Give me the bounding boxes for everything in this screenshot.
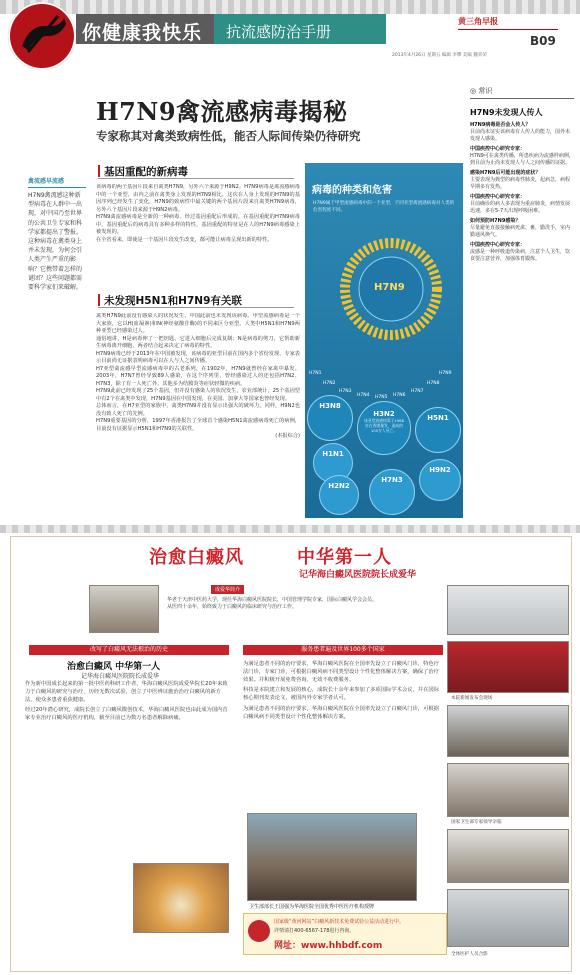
ad-left-sub: 记华海白癜风医院院长成爱华 (81, 673, 160, 680)
ad-right-caption-3: 全体医护人员合影 (451, 952, 488, 957)
infographic-ring-svg (305, 227, 463, 367)
subtype-h3n2-name: H3N2 (373, 410, 395, 418)
subtype-h1n1-name: H1N1 (322, 450, 344, 458)
qa-6-a: 流感是一种呼吸道传染病，注意个人卫生，饮食要注意营养，加强体育锻炼。 (470, 249, 571, 262)
ring-label-3: H7N3 (339, 389, 352, 394)
ad-photo-4 (447, 763, 569, 817)
qa-2 (470, 146, 574, 167)
article-subtitle: 专家称其对禽类致病性低，能否人际间传染仍待研究 (96, 129, 361, 143)
subtype-h7n3-name: H7N3 (381, 476, 403, 484)
top-texture-strip (0, 0, 580, 14)
subtype-h3n8 (307, 395, 353, 441)
qa-2-q: 中国疾控中心研究专家： (470, 146, 526, 152)
ring-label-7: H7N7 (411, 389, 424, 394)
sidebar-column (28, 176, 86, 386)
ad-title-b: 中华第一人 (297, 547, 392, 568)
qa-5-a: 尽量避免直接接触病死禽、畜，勤洗手，室内勤通风换气。 (470, 225, 571, 238)
subtype-h9n2 (419, 459, 461, 501)
paragraph-2: H7N9禽流感病毒是全新的一种病毒，经过基因重配后形成的。在基因重配的H7N9病毒中，基因重配后的病毒具有多种多样的特性，基因重配的特征是在人的H7N9病毒感染上被发现的。 (96, 214, 300, 235)
ad-title-a: 治愈白癜风 (149, 547, 244, 568)
qa-5-q: 如何预防H7N9感染？ (470, 218, 521, 224)
paragraph-7: H7亚型禽流感早型流感病毒中的古老系列，在1902年，H7N9就曾经在家禽中暴发。2003年，H7N7曾经导致89人感染，在这个序列里，曾经感染过人的还包括H7N2、H7N3，除了有一人死亡外，其他多为结膜炎等症状轻微的疾病。 (96, 365, 300, 387)
sidebar-text: H7N9禽流感这种新型病毒在人群中一出现，对中国乃至世界的公共卫生专家和科学家都提出了警报。这种病毒在禽类身上并未发现，为何会引人类产生严重的影响？它携带着怎样的谜团？这些问题都需要科学家们来破解。 (28, 192, 83, 292)
paragraph-4: 禽类H7N9此前没有感染人的状况发生，中国此前也未发现该病毒。甲型流感病毒是一个大家族，它以H(血凝素)和N(神经氨酸苷酶)的不同来区分亚型。人类中H5N1和H7N9两种亚型已经感染过人。 (96, 313, 300, 334)
article-col2 (96, 313, 300, 519)
ring-label-6: H7N6 (393, 393, 406, 398)
subtype-h3n2 (357, 401, 411, 455)
paragraph-8: H7N9此前已经发现了25个基因，但并没有感染人的状况发生，农业部统计，25个基因型中有2个在禽类中发现，H7N9基因在中国发现，在美国、加拿大等国家也曾经发现。 (96, 388, 300, 402)
ad-footer-bar (243, 913, 447, 955)
qa-6-q: 中国疾控中心研究专家： (470, 242, 526, 248)
qa-3 (470, 170, 574, 191)
ad-left-head: 治愈白癜风 中华第一人 (67, 662, 161, 672)
subtype-h7n3 (369, 469, 415, 515)
ad-right-caption-2: 国家卫生部专家领导亲临 (451, 820, 502, 825)
infographic-title: 病毒的种类和危害 (312, 185, 392, 196)
date-line: 2013年4月26日 星期五 编辑 李攀 美编 魏荣荣 (392, 53, 487, 58)
ad-mid-p2: 科技是本院建立和发展的核心，成院长十余年来参加了多项国际学术会议，并在国际核心期刊发表论文，被国内外专家学者认可。 (243, 687, 439, 702)
ad-photo-2 (447, 641, 569, 693)
newspaper-name-text: 黄三角早报 (458, 17, 498, 26)
newspaper-name (458, 16, 558, 30)
right-section-icon: ◎ (470, 87, 477, 95)
qa-4-q: 中国疾控中心研究专家： (470, 194, 526, 200)
infographic (305, 163, 463, 518)
qa-4-a: 目前确诊的病人多表现为重症肺炎，病情发展迅速，多在5-7天出现呼吸困难。 (470, 201, 571, 214)
ring-label-9: H7N9 (439, 371, 452, 376)
subtype-h3n2-text: 该亚型流感病毒于1968年在香港暴发，造成约100万人死亡。 (363, 418, 405, 433)
ring-label-5: H7N5 (375, 395, 388, 400)
ad-left-text (25, 681, 231, 723)
ad-right-caption-1: 本院新闻发布会现场 (451, 696, 493, 701)
right-section-text: 常识 (478, 87, 493, 95)
qa-4 (470, 194, 574, 215)
right-column (470, 86, 574, 520)
ad-photo-1 (447, 585, 569, 635)
section2-mark (98, 294, 100, 306)
ad-mid-caption: 卫生部部长王国强为华海医院全国优秀中医医疗机构授牌 (249, 904, 375, 910)
ring-label-2: H7N2 (323, 381, 336, 386)
ad-mid-p1: 为满足患者不同的治疗要求，华海白癜风医院在全国率先设立了白癜风门诊，特色疗法门诊，专家门诊，可根据白癜风病不同类型设计个性化整体解决方案，确保了治疗效果。并积极开展免费咨询、无效不收费服务。 (243, 661, 439, 683)
article-title: H7N9禽流感病毒揭秘 (96, 97, 348, 126)
ad-intro: 华老于天津中医药大学，现任华海白癜风医院院长，中国管理学院专家，国际白癜风学会会员。从医四十余年，始终致力于白癜风的临床研究与治疗工作。 (167, 597, 378, 610)
section1-mark (98, 165, 100, 177)
section2-heading-text: 未发现H5N1和H7N9有关联 (104, 295, 242, 307)
subtype-h5n1 (415, 407, 461, 453)
subtype-h5n1-name: H5N1 (427, 414, 449, 422)
header-logo-text: 你健康我快乐 (82, 22, 203, 44)
cake-photo (133, 863, 229, 933)
ad-photo-6 (447, 889, 569, 947)
section2-heading (98, 292, 294, 308)
ad-left-box: 改写了白癜风无法根治的历史 (29, 645, 229, 655)
article-col1 (96, 184, 300, 274)
ad-photo-5 (447, 829, 569, 883)
qa-1-a: 目前尚未证实该病毒有人传人的能力，国外未发现人感染。 (470, 129, 571, 142)
subtype-h2n2-name: H2N2 (328, 482, 350, 490)
qa-6 (470, 242, 574, 263)
infographic-intro: H7N9属于甲型流感病毒中的一个亚型，不同亚型禽流感病毒对人类的危害程度不同。 (313, 201, 455, 213)
ad-block (10, 536, 572, 972)
section1-heading (98, 163, 294, 179)
section-divider-strip (0, 525, 580, 533)
paragraph-1: 该病毒的两个基因片段来自禽类H7N9，另外六个来源于H9N2。H7N9病毒是禽流感病毒中的一个亚型，由内之前在禽类身上发现的H7N9相比，这次在人身上发现的H7N9的基因序列已经发生了变化，H7N9的致病性中最关键的两个基因片段来自禽类H7N9病毒，另外六个基因片段来源于H9N2病毒。 (96, 184, 300, 213)
ad-mid-p3: 为满足患者不同的治疗要求，华海白癜风医院在全国率先设立了白癜风门诊，可根据白癜风病不同类型设计个性化整体解决方案。 (243, 705, 439, 720)
sidebar-title: 禽流感早流感 (28, 176, 86, 188)
ring-label-8: H7N8 (427, 381, 440, 386)
ad-footer-line1: 国家级“黄河网站”白癜风新技术免费试验公益活动进行中。 (274, 919, 405, 925)
ad-mid-text (243, 661, 443, 722)
paragraph-6: H7N9病毒已经于2013年在中国被发现，该病毒的亚型目前在国内多个省份发现，专家表示目前尚无证据表明病毒可以在人与人之间传播。 (96, 350, 300, 364)
ad-photo-3 (447, 705, 569, 757)
byline: (本报综合) (275, 433, 300, 439)
section1-heading-text: 基因重配的新病毒 (104, 166, 188, 178)
ad-left-p1: 作为新中国成长起来的第一批中医药科研工作者，华海白癜风医院成爱华院长20年来致力于白癜风的研究与治疗，历经无数次试验，创立了中医辨证施治治疗白癜风的新方法，使众多患者重获健康。 (25, 681, 228, 703)
ad-tag: 成爱华简介 (211, 585, 244, 594)
paragraph-5: 通俗地讲，H是病毒伸了一把钥匙，它进入细胞后完成复制；N是病毒的剪刀，它帮助新生病毒离开细胞，两者结合起来决定了病毒的特性。 (96, 335, 300, 349)
qa-1 (470, 122, 574, 143)
ad-footer-line3: 网址：www.hhbdf.com (274, 941, 383, 951)
paragraph-10: H7N9重要基因的分析，1997年香港报告了全球首个感染H5N1禽流感病毒死亡的病例，目前没有证据显示H5N1和H7N9的关联性。 (96, 418, 300, 432)
doctor-portrait (89, 585, 159, 633)
subtype-h9n2-name: H9N2 (429, 466, 451, 474)
qa-5 (470, 218, 574, 239)
page-number: B09 (530, 34, 556, 48)
qa-2-a: H7N9可在禽类传播，所患疾病为流感样病例，到目前为止尚未发现人与人之间传播的证据。 (470, 153, 574, 166)
right-section-label (470, 86, 574, 99)
paragraph-3: 在全省看来，即使是一个基因片段发生改变，都可能让病毒呈现出新的特性。 (96, 236, 273, 243)
ring-label-4: H7N4 (357, 393, 370, 398)
subtype-h2n2 (319, 475, 359, 515)
qa-3-q: 感染H7N9后可能出现的症状？ (470, 170, 541, 176)
ad-left-p2: 经过20年潜心研究，成院长创立了白癜风微创技术，华海白癜风医院也由此成为国内首家专业治疗白癜风的医疗机构，截至目前已为数万名患者解除病痛。 (25, 707, 228, 722)
ring-center-label: H7N9 (374, 282, 405, 293)
ad-mid-box: 服务患者遍及世界100多个国家 (243, 645, 443, 655)
header-banner (0, 14, 580, 58)
qa-1-q: H7N9病毒是否会人传人？ (470, 122, 531, 128)
subtype-h3n8-name: H3N8 (319, 402, 341, 410)
header-column-text: 抗流感防治手册 (226, 23, 332, 41)
hospital-logo-icon (248, 920, 270, 942)
right-title: H7N9未发现人传人 (470, 108, 543, 117)
paragraph-9: 总体而言，在H7亚型的家族中，禽类H7N9并没有显示出强大的破坏力。同样，H9N2也没有致人死亡的先例。 (96, 403, 300, 417)
qa-3-a: 主要表现为典型的病毒性肺炎，起病急，病程早期多有发热。 (470, 177, 571, 190)
logo-circle-icon (8, 2, 76, 70)
ad-subtitle: 记华海白癜风医院院长成爱华 (299, 570, 417, 580)
award-photo (247, 813, 417, 901)
ring-label-1: H7N1 (309, 371, 322, 376)
ad-footer-line2: 详情请打400-6567-178进行咨询。 (274, 928, 355, 934)
